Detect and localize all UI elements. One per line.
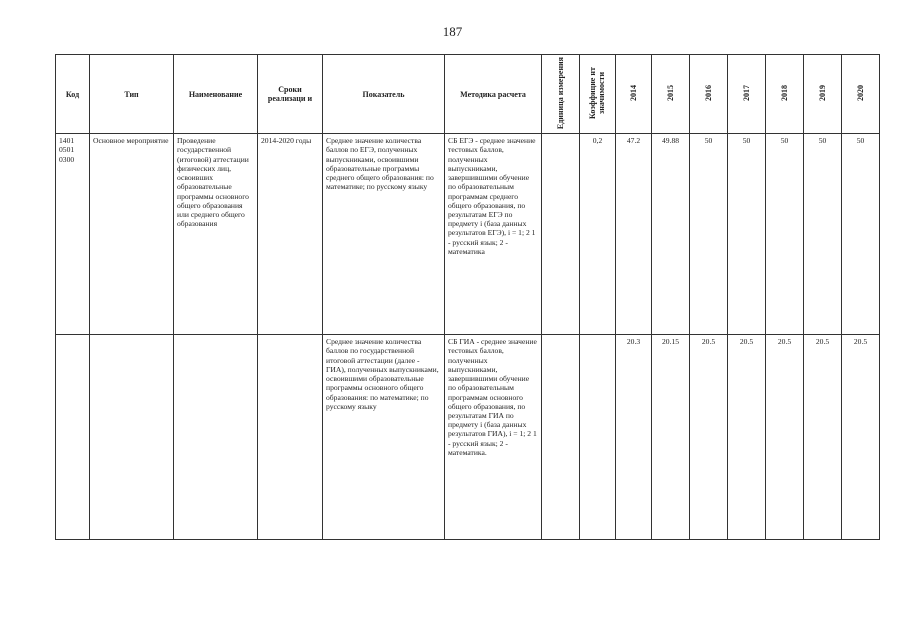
page-number: 187 xyxy=(442,24,463,39)
cell-type: Основное мероприятие xyxy=(90,134,174,335)
cell-type xyxy=(90,335,174,540)
header-2017: 2017 xyxy=(728,55,766,134)
header-type: Тип xyxy=(90,55,174,134)
cell-2019: 50 xyxy=(804,134,842,335)
cell-2016: 50 xyxy=(690,134,728,335)
cell-unit xyxy=(542,134,580,335)
cell-terms: 2014-2020 годы xyxy=(258,134,323,335)
cell-method: СБ ЕГЭ - среднее значение тестовых баллов, полученных выпускниками, завершившими обучение по образовательным программам среднего общего образования, по результатам ЕГЭ по предмету i (база данных результатов ЕГЭ), i = 1; 2 1 - русский язык; 2 - математика xyxy=(445,134,542,335)
cell-code: 1401 0501 0300 xyxy=(56,134,90,335)
cell-terms xyxy=(258,335,323,540)
header-method: Методика расчета xyxy=(445,55,542,134)
cell-2017: 50 xyxy=(728,134,766,335)
cell-2015: 20.15 xyxy=(652,335,690,540)
header-indicator: Показатель xyxy=(323,55,445,134)
table-row xyxy=(56,335,880,540)
header-2015: 2015 xyxy=(652,55,690,134)
cell-indicator: Среднее значение количества баллов по ЕГЭ, полученных выпускниками, освоившими образовательные программы среднего общего образования: по математике; по русскому языку xyxy=(323,134,445,335)
header-2018: 2018 xyxy=(766,55,804,134)
header-unit: Единица измерения xyxy=(542,55,580,134)
cell-2016: 20.5 xyxy=(690,335,728,540)
header-2014: 2014 xyxy=(616,55,652,134)
cell-2018: 20.5 xyxy=(766,335,804,540)
header-coef: Коэффицие нт значимости xyxy=(580,55,616,134)
cell-method: СБ ГИА - среднее значение тестовых баллов, полученных выпускниками, завершившими обучение по образовательным программам основного общего образования, по результатам ГИА по предмету i (база данных результатов ГИА), i = 1; 2 1 - русский язык; 2 - математика. xyxy=(445,335,542,540)
cell-2020: 50 xyxy=(842,134,880,335)
cell-2015: 49.88 xyxy=(652,134,690,335)
header-terms: Сроки реализаци и xyxy=(258,55,323,134)
header-2020: 2020 xyxy=(842,55,880,134)
header-name: Наименование xyxy=(174,55,258,134)
cell-indicator: Среднее значение количества баллов по государственной итоговой аттестации (далее - ГИА), полученных выпускниками, освоившими образовательные программы основного общего образования: по математике; по русскому языку xyxy=(323,335,445,540)
cell-name xyxy=(174,335,258,540)
header-2016: 2016 xyxy=(690,55,728,134)
cell-2018: 50 xyxy=(766,134,804,335)
cell-2020: 20.5 xyxy=(842,335,880,540)
header-2019: 2019 xyxy=(804,55,842,134)
header-row xyxy=(56,55,880,134)
header-code: Код xyxy=(56,55,90,134)
cell-2019: 20.5 xyxy=(804,335,842,540)
cell-coef: 0,2 xyxy=(580,134,616,335)
cell-coef xyxy=(580,335,616,540)
cell-name: Проведение государственной (итоговой) аттестации физических лиц, освоивших образовательные программы основного общего образования или среднего общего образования xyxy=(174,134,258,335)
table-row xyxy=(56,134,880,335)
cell-code xyxy=(56,335,90,540)
indicators-table xyxy=(55,54,880,540)
cell-2014: 47.2 xyxy=(616,134,652,335)
cell-2014: 20.3 xyxy=(616,335,652,540)
cell-2017: 20.5 xyxy=(728,335,766,540)
cell-unit xyxy=(542,335,580,540)
